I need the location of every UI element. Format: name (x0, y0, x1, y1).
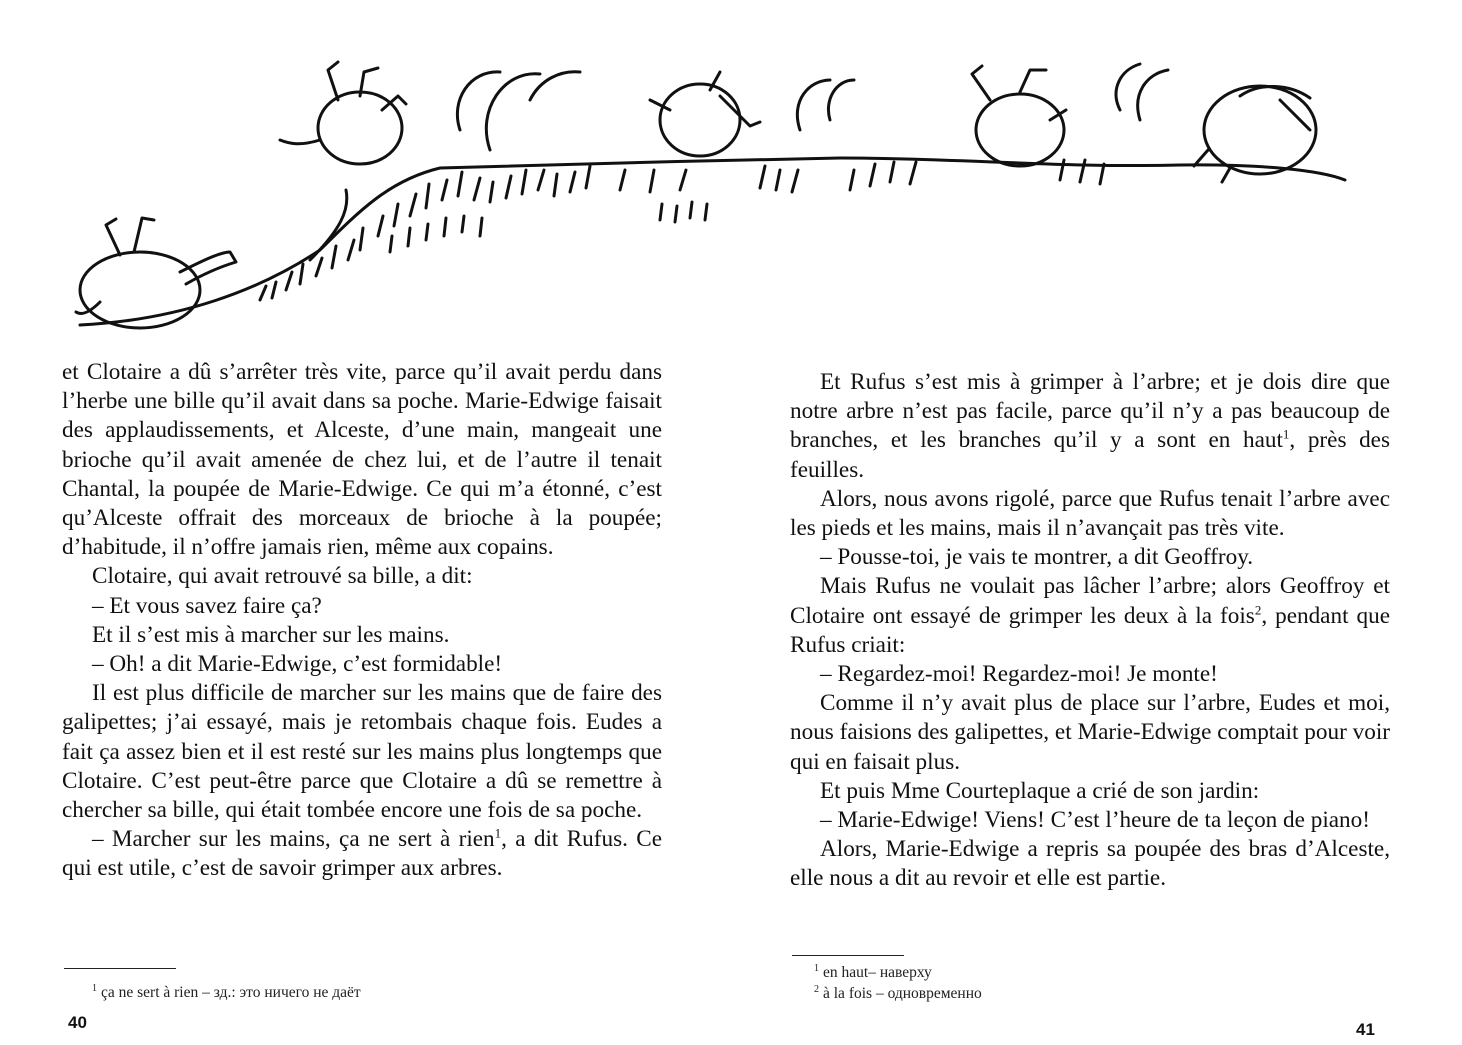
paragraph-text: Mais Rufus ne voulait pas lâcher l’arbre; alors Geoffroy et Clotaire ont essayé de grimper les deux à la fois (790, 573, 1390, 629)
paragraph: – Pousse-toi, je vais te montrer, a dit Geoffroy. (820, 544, 1254, 571)
left-footnotes (92, 982, 361, 1003)
footnote-mark: 2 (814, 983, 819, 995)
footnote-mark: 1 (814, 962, 819, 974)
paragraph: – Marie-Edwige! Viens! C’est l’heure de ta leçon de piano! (820, 807, 1370, 834)
paragraph-text: – Marcher sur les mains, ça ne sert à rien (92, 826, 495, 853)
paragraph: Comme il n’y avait plus de place sur l’arbre, Eudes et moi, nous faisions des galipettes, et Marie-Edwige comptait pour voir qui en faisait plus. (790, 690, 1390, 775)
paragraph: Et il s’est mis à marcher sur les mains. (92, 621, 450, 648)
paragraph: et Clotaire a dû s’arrêter très vite, parce qu’il avait perdu dans l’herbe une bille qu’il avait dans sa poche. Marie-Edwige faisait des applaudissements, et Alceste, d’une main, mangeait une brioche qu’il avait amenée de chez lui, et de l’autre il tenait Chantal, la poupée de Marie-Edwige. Ce qui m’a étonné, c’est qu’Alceste offrait des morceaux de brioche à la poupée; d’habitude, il n’offre jamais rien, même aux copains. (62, 359, 662, 561)
paragraph-text: Et Rufus s’est mis à grimper à l’arbre; et je dois dire que notre arbre n’est pas facile, parce qu’il n’y a pas beaucoup de branches, et les branches qu’il y a sont en haut (790, 369, 1390, 454)
paragraph-text: , près des feuilles. (790, 427, 1391, 483)
paragraph (790, 368, 1390, 485)
paragraph-text: , a dit Rufus. Ce qui est utile, c’est de savoir grimper aux arbres. (62, 826, 662, 882)
footnote-ref: 1 (494, 825, 502, 841)
footnote-divider (64, 968, 176, 969)
tumbling-children-illustration (60, 40, 1400, 340)
paragraph: – Et vous savez faire ça? (92, 592, 322, 619)
page-number-right: 41 (1356, 1020, 1375, 1039)
paragraph: – Regardez-moi! Regardez-moi! Je monte! (820, 661, 1218, 688)
paragraph: – Oh! a dit Marie-Edwige, c’est formidable! (92, 651, 503, 678)
paragraph: Et puis Mme Courteplaque a crié de son jardin: (820, 777, 1260, 804)
paragraph: Clotaire, qui avait retrouvé sa bille, a dit: (92, 563, 473, 590)
footnote-text: ça ne sert à rien – зд.: это ничего не даёт (101, 984, 361, 1001)
footnote-divider (792, 955, 904, 956)
paragraph (62, 825, 662, 883)
paragraph: Alors, Marie-Edwige a repris sa poupée des bras d’Alceste, elle nous a dit au revoir et elle est partie. (790, 836, 1390, 892)
paragraph (790, 572, 1390, 660)
footnote-text: en haut– наверху (823, 964, 932, 981)
paragraph: Alors, nous avons rigolé, parce que Rufus tenait l’arbre avec les pieds et les mains, mais il n’avançait pas très vite. (790, 485, 1390, 542)
right-page-text (790, 368, 1390, 894)
paragraph: Il est plus difficile de marcher sur les mains que de faire des galipettes; j’ai essayé, mais je retombais chaque fois. Eudes a fait ça assez bien et il est resté sur les mains plus longtemps que Clotaire. C’est peut-être parce que Clotaire a dû se remettre à chercher sa bille, qui était tombée encore une fois de sa poche. (62, 680, 662, 824)
footnote-ref: 1 (1282, 426, 1290, 442)
footnote (814, 983, 982, 1004)
page-number-left: 40 (68, 1013, 87, 1032)
right-footnotes (814, 962, 982, 1004)
footnote (814, 962, 982, 983)
paragraph-text: , pendant que Rufus criait: (790, 602, 1390, 658)
left-page-text (62, 358, 662, 884)
footnote-text: à la fois – одновременно (823, 985, 982, 1002)
footnote (92, 982, 361, 1003)
footnote-ref: 2 (1254, 601, 1262, 617)
footnote-mark: 1 (92, 982, 97, 994)
